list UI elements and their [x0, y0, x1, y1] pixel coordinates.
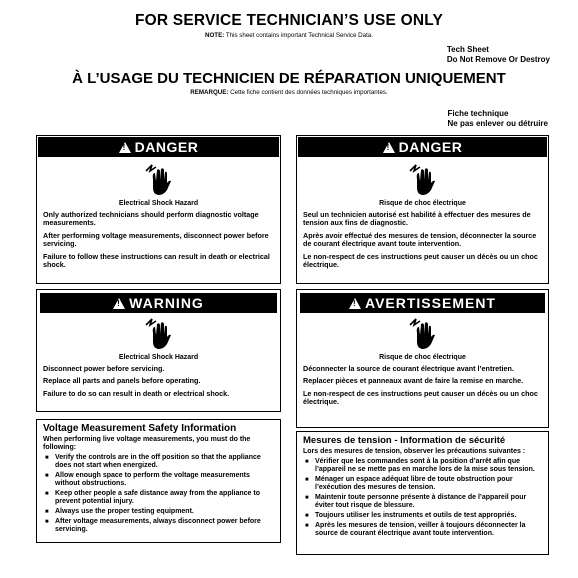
- danger-fr-p3: Le non-respect de ces instructions peut causer un décès ou un choc électrique.: [303, 251, 538, 270]
- safety-intro-fr: Lors des mesures de tension, observer les précautions suivantes :: [303, 448, 526, 455]
- warning-subtitle-en: Electrical Shock Hazard: [118, 354, 199, 361]
- title-en: FOR SERVICE TECHNICIAN’S USE ONLY: [134, 12, 444, 29]
- list-item: ■ Ménager un espace adéquat libre de toute obstruction pour l’exécution des mesures de tension.: [315, 476, 542, 492]
- safety-list-en: [37, 454, 280, 534]
- danger-fr-p2: Après avoir effectué des mesures de tension, déconnecter la source de courant électrique avant toute intervention.: [303, 230, 537, 249]
- danger-subtitle-fr: Risque de choc électrique: [379, 200, 466, 207]
- title-fr: À L’USAGE DU TECHNICIEN DE RÉPARATION UNIQUEMENT: [72, 70, 506, 87]
- danger-en-p3: Failure to follow these instructions can result in death or electrical shock.: [43, 251, 270, 270]
- list-item: ■ Verify the controls are in the off position so that the appliance does not start when energized.: [55, 454, 274, 470]
- safety-intro-en: When performing live voltage measurements, you must do the following:: [43, 436, 251, 451]
- warning-heading-en: WARNING: [129, 295, 204, 311]
- tech-sheet-fr: [448, 109, 548, 129]
- danger-fr-p1: Seul un technicien autorisé est habilité à effectuer des mesures de tension aux fins de diagnostic.: [303, 210, 531, 228]
- safety-title-fr: Mesures de tension - Information de sécurité: [303, 435, 506, 446]
- tech-sheet-fr-line2: Ne pas enlever ou détruire: [447, 119, 548, 128]
- warning-fr-p3: Le non-respect de ces instructions peut causer un décès ou un choc électrique.: [303, 388, 538, 407]
- alert-triangle-icon: [349, 298, 361, 309]
- note-en: [0, 32, 578, 39]
- alert-triangle-icon: [113, 298, 125, 309]
- danger-box-fr: [296, 135, 549, 284]
- warning-box-fr: [296, 289, 549, 428]
- warning-box-en: [36, 289, 281, 412]
- warning-subtitle-fr: Risque de choc électrique: [379, 354, 466, 361]
- electrical-shock-hand-icon: [297, 163, 548, 197]
- electrical-shock-hand-icon: [297, 317, 548, 351]
- tech-sheet-fr-line1: Fiche technique: [447, 109, 509, 118]
- list-item: ■ Maintenir toute personne présente à distance de l’appareil pour éviter tout risque de blessure.: [315, 494, 542, 510]
- electrical-shock-hand-icon: [37, 317, 280, 351]
- warning-fr-p2: Replacer pièces et panneaux avant de faire la remise en marche.: [303, 376, 524, 386]
- tech-sheet-en: [447, 45, 550, 65]
- electrical-shock-hand-icon: [37, 163, 280, 197]
- list-item: ■ Vérifier que les commandes sont à la position d’arrêt afin que l’appareil ne se mette pas en marche lors de la mise sous tension.: [315, 458, 542, 474]
- note-fr: [0, 89, 578, 96]
- safety-box-en: [36, 419, 281, 543]
- alert-triangle-icon: [119, 142, 131, 153]
- note-fr-text: Cette fiche contient des données techniques importantes.: [228, 89, 388, 96]
- warning-heading-fr: AVERTISSEMENT: [365, 295, 496, 311]
- danger-heading-en: DANGER: [134, 139, 199, 155]
- safety-box-fr: [296, 431, 549, 555]
- warning-en-p3: Failure to do so can result in death or electrical shock.: [43, 388, 230, 398]
- warning-fr-p1: Déconnecter la source de courant électrique avant l’entretien.: [303, 364, 514, 373]
- tech-sheet-en-line2: Do Not Remove Or Destroy: [446, 55, 550, 64]
- list-item: ■ Allow enough space to perform the voltage measurements without obstructions.: [55, 472, 274, 488]
- list-item: ■ Toujours utiliser les instruments et outils de test appropriés.: [315, 512, 542, 520]
- alert-triangle-icon: [383, 142, 395, 153]
- danger-header-fr: [298, 137, 547, 157]
- danger-en-p1: Only authorized technicians should perform diagnostic voltage measurements.: [43, 210, 259, 228]
- note-en-label: NOTE:: [205, 32, 225, 39]
- warning-en-p2: Replace all parts and panels before operating.: [43, 376, 201, 386]
- note-fr-label: REMARQUE:: [190, 89, 229, 96]
- warning-en-p1: Disconnect power before servicing.: [43, 364, 165, 373]
- warning-header-en: [40, 293, 277, 313]
- danger-subtitle-en: Electrical Shock Hazard: [118, 200, 199, 207]
- tech-sheet-en-line1: Tech Sheet: [446, 45, 489, 54]
- safety-title-en: Voltage Measurement Safety Information: [43, 423, 237, 434]
- danger-box-en: [36, 135, 281, 284]
- list-item: ■ After voltage measurements, always disconnect power before servicing.: [55, 518, 274, 534]
- warning-header-fr: [300, 293, 545, 313]
- note-en-text: This sheet contains important Technical Service Data.: [224, 32, 373, 39]
- list-item: ■ Keep other people a safe distance away from the appliance to prevent potential injury.: [55, 490, 274, 506]
- safety-list-fr: [297, 458, 548, 538]
- danger-header-en: [38, 137, 279, 157]
- list-item: ■ Après les mesures de tension, veiller à toujours déconnecter la source de courant électrique avant toute intervention.: [315, 522, 542, 538]
- list-item: ■ Always use the proper testing equipment.: [55, 508, 274, 516]
- danger-heading-fr: DANGER: [398, 139, 463, 155]
- danger-en-p2: After performing voltage measurements, disconnect power before servicing.: [43, 230, 269, 249]
